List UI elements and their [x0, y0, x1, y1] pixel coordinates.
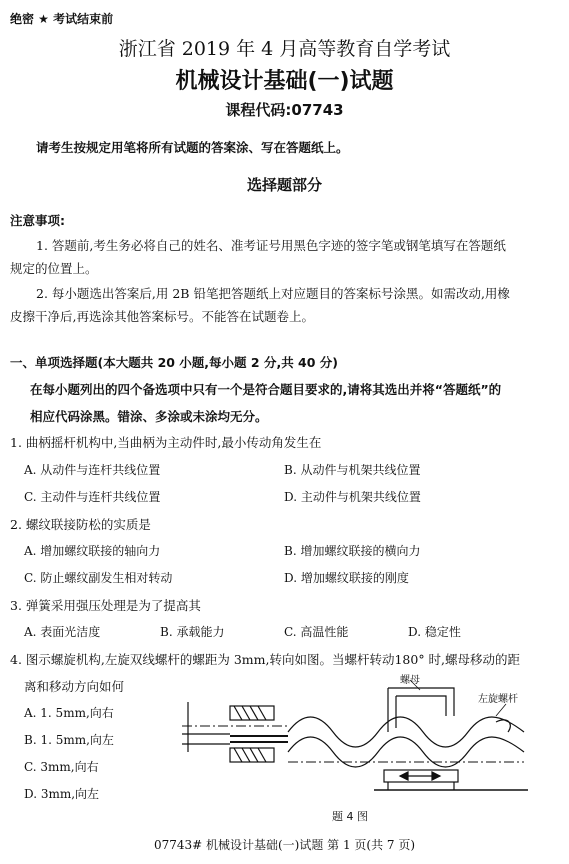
page-footer: 07743# 机械设计基础(一)试题 第 1 页(共 7 页) [153, 838, 416, 852]
question-3-stem: 3. 弹簧采用强压处理是为了提高其 [10, 598, 201, 613]
rotation-arrow-icon [496, 720, 510, 732]
course-code: 课程代码:07743 [225, 101, 344, 119]
exam-title: 浙江省 2019 年 4 月高等教育自学考试 [118, 38, 451, 60]
question-4-stem-cont: 离和移动方向如何 [24, 679, 125, 694]
notice-item-2-cont: 皮擦干净后,再选涂其他答案标号。不能答在试题卷上。 [10, 309, 314, 324]
section-description: 在每小题列出的四个备选项中只有一个是符合题目要求的,请将其选出并将“答题纸”的 [30, 382, 502, 397]
nut-body [384, 688, 458, 790]
question-3-option-c: C. 高温性能 [284, 625, 349, 639]
question-4-option-c: C. 3mm,向右 [24, 760, 99, 774]
part-title: 选择题部分 [246, 176, 322, 194]
bearing-block [230, 706, 288, 762]
subject-title: 机械设计基础(一)试题 [175, 69, 394, 94]
question-2-option-b: B. 增加螺纹联接的横向力 [284, 544, 421, 558]
figure-caption: 题 4 图 [332, 810, 368, 823]
notice-item-1-cont: 规定的位置上。 [10, 261, 98, 276]
screw-label: 左旋螺杆 [478, 694, 518, 705]
question-4-option-b: B. 1. 5mm,向左 [24, 733, 114, 747]
notice-item-2: 2. 每小题选出答案后,用 2B 铅笔把答题纸上对应题目的答案标号涂黑。如需改动,用橡 [36, 286, 510, 301]
section-description-cont: 相应代码涂黑。错涂、多涂或未涂均无分。 [30, 409, 268, 424]
screw-mechanism-figure [178, 672, 530, 827]
question-1-stem: 1. 曲柄摇杆机构中,当曲柄为主动件时,最小传动角发生在 [10, 435, 322, 450]
question-1-option-d: D. 主动件与机架共线位置 [284, 490, 421, 504]
question-4-stem: 4. 图示螺旋机构,左旋双线螺杆的螺距为 3mm,转向如图。当螺杆转动180° 时,螺母移动的距 [10, 652, 521, 667]
notice-item-1: 1. 答题前,考生务必将自己的姓名、准考证号用黑色字迹的签字笔或钢笔填写在答题纸 [36, 238, 506, 253]
question-4-option-a: A. 1. 5mm,向右 [24, 706, 114, 720]
question-2-option-d: D. 增加螺纹联接的刚度 [284, 571, 409, 585]
section-heading: 一、单项选择题(本大题共 20 小题,每小题 2 分,共 40 分) [10, 355, 339, 370]
question-1-option-b: B. 从动件与机架共线位置 [284, 463, 421, 477]
question-2-option-c: C. 防止螺纹副发生相对转动 [24, 571, 173, 585]
confidential-mark: 绝密 ★ 考试结束前 [10, 12, 114, 26]
question-3-option-a: A. 表面光洁度 [24, 625, 101, 639]
screw-thread-lower [288, 737, 524, 767]
question-4-option-d: D. 3mm,向左 [24, 787, 100, 801]
question-2-stem: 2. 螺纹联接防松的实质是 [10, 517, 151, 532]
general-instruction: 请考生按规定用笔将所有试题的答案涂、写在答题纸上。 [36, 140, 349, 155]
notice-heading: 注意事项: [10, 213, 65, 228]
question-2-option-a: A. 增加螺纹联接的轴向力 [24, 544, 161, 558]
nut-label: 螺母 [400, 675, 420, 686]
question-1-option-c: C. 主动件与连杆共线位置 [24, 490, 161, 504]
double-arrow-icon [400, 772, 440, 780]
question-3-option-b: B. 承载能力 [160, 625, 225, 639]
question-1-option-a: A. 从动件与连杆共线位置 [24, 463, 161, 477]
question-3-option-d: D. 稳定性 [408, 625, 461, 639]
